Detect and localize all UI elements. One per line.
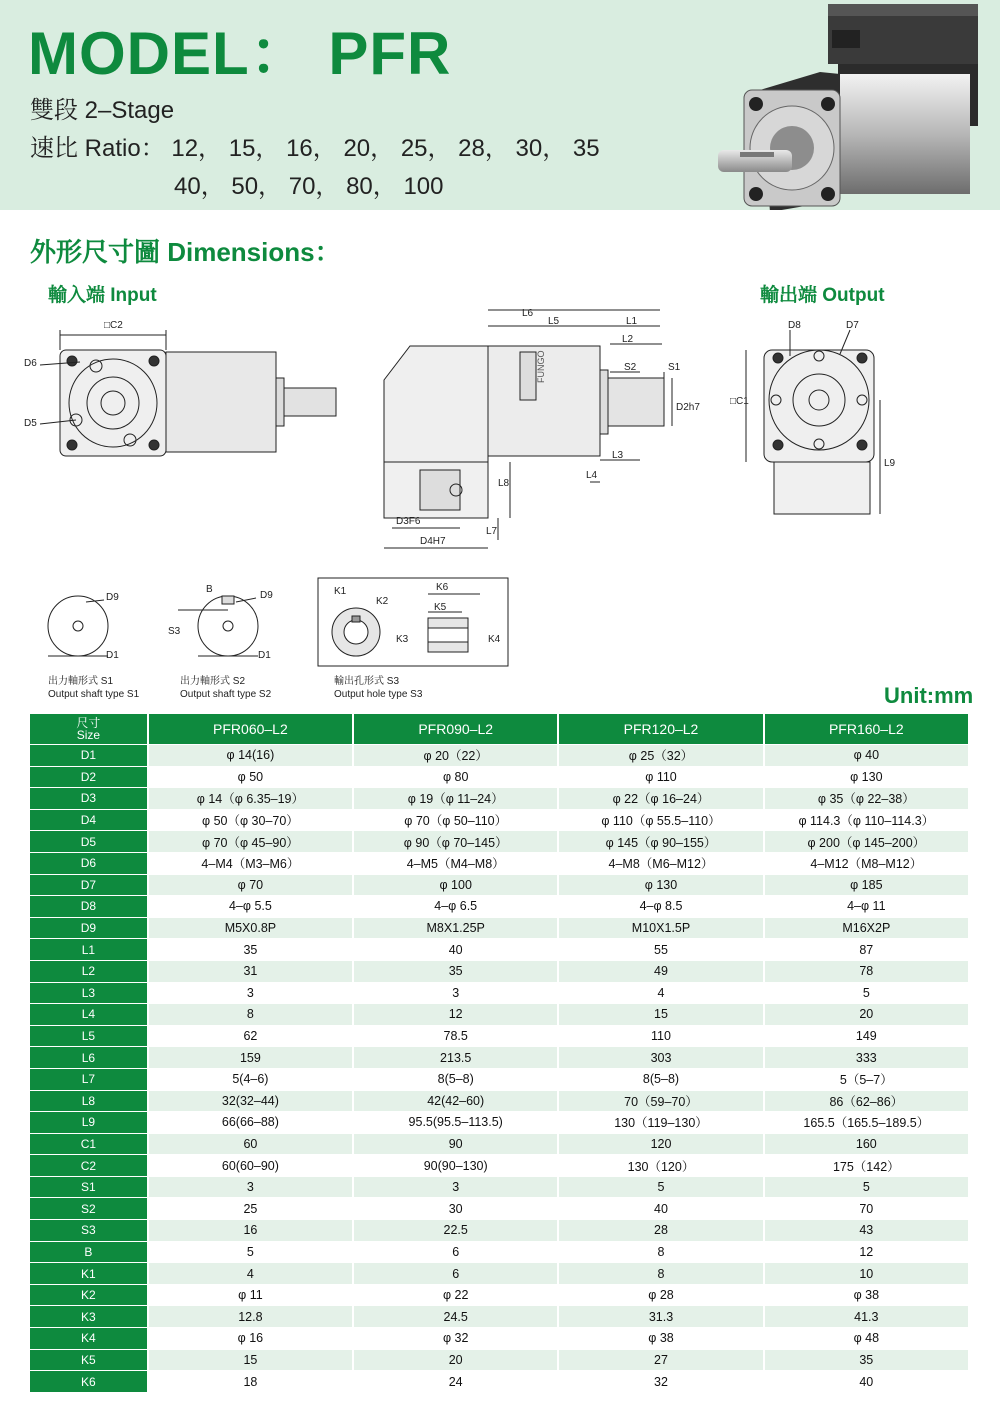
row-label: L1 (30, 939, 147, 960)
table-cell: φ 38 (765, 1285, 968, 1306)
table-row (30, 1263, 968, 1284)
table-cell: 86（62–86） (765, 1091, 968, 1112)
caption-s3-cn: 輸出孔形式 S3 (334, 676, 400, 687)
table-cell: M5X0.8P (149, 918, 352, 939)
label-s2: S2 (624, 362, 637, 373)
table-cell: 15 (149, 1350, 352, 1371)
row-label: K1 (30, 1263, 147, 1284)
table-cell: 78 (765, 961, 968, 982)
table-row (30, 875, 968, 896)
table-cell: φ 20（22） (354, 745, 557, 766)
label-c1: □C1 (730, 396, 749, 407)
label-b: B (206, 584, 213, 595)
label-s3: S3 (168, 626, 181, 637)
row-label: K4 (30, 1328, 147, 1349)
table-cell: φ 110 (559, 767, 762, 788)
table-cell: 25 (149, 1198, 352, 1219)
table-cell: 159 (149, 1047, 352, 1068)
table-cell: φ 70 (149, 875, 352, 896)
row-label: D4 (30, 810, 147, 831)
row-label: D5 (30, 831, 147, 852)
dimensions-title: 外形尺寸圖 Dimensions： (30, 237, 341, 267)
label-d4h7: D4H7 (420, 536, 446, 547)
row-label: D2 (30, 767, 147, 788)
table-cell: 35 (765, 1350, 968, 1371)
table-cell: 5 (559, 1177, 762, 1198)
row-label: K5 (30, 1350, 147, 1371)
label-s1: S1 (668, 362, 681, 373)
label-k3: K3 (396, 634, 409, 645)
table-cell: 66(66–88) (149, 1112, 352, 1133)
table-cell: 16 (149, 1220, 352, 1241)
table-row (30, 983, 968, 1004)
table-row (30, 1242, 968, 1263)
table-cell: 130（120） (559, 1155, 762, 1176)
table-row (30, 1004, 968, 1025)
model-header: PFR060–L2 (149, 714, 352, 744)
side-view-drawing (384, 308, 700, 548)
gearbox-product-photo (700, 0, 1000, 210)
table-cell: φ 185 (765, 875, 968, 896)
table-cell: 28 (559, 1220, 762, 1241)
table-header-row (30, 714, 968, 744)
label-k5: K5 (434, 602, 447, 613)
table-cell: 12 (354, 1004, 557, 1025)
table-cell: 22.5 (354, 1220, 557, 1241)
table-cell: 8 (149, 1004, 352, 1025)
row-label: K6 (30, 1371, 147, 1392)
table-cell: φ 50 (149, 767, 352, 788)
ratio-text: 速比 Ratio： 12， 15， 16， 20， 25， 28， 30， 35 (30, 135, 600, 162)
table-cell: M16X2P (765, 918, 968, 939)
table-cell: 78.5 (354, 1026, 557, 1047)
row-label: D3 (30, 788, 147, 809)
size-header-en: Size (76, 728, 101, 742)
label-l1: L1 (626, 316, 638, 327)
table-cell: φ 114.3（φ 110–114.3） (765, 810, 968, 831)
table-cell: 120 (559, 1134, 762, 1155)
table-cell: 60 (149, 1134, 352, 1155)
table-cell: 12 (765, 1242, 968, 1263)
label-d9-s1: D9 (106, 592, 119, 603)
table-cell: φ 80 (354, 767, 557, 788)
table-cell: φ 200（φ 145–200） (765, 831, 968, 852)
table-cell: 3 (354, 1177, 557, 1198)
table-cell: φ 50（φ 30–70） (149, 810, 352, 831)
caption-s2-cn: 出力軸形式 S2 (180, 676, 246, 687)
caption-s2-en: Output shaft type S2 (180, 689, 272, 700)
table-cell: φ 48 (765, 1328, 968, 1349)
table-cell: φ 110（φ 55.5–110） (559, 810, 762, 831)
row-label: K2 (30, 1285, 147, 1306)
stage-text: 雙段 2–Stage (30, 97, 175, 124)
table-cell: φ 35（φ 22–38） (765, 788, 968, 809)
row-label: L5 (30, 1026, 147, 1047)
row-label: D6 (30, 853, 147, 874)
shaft-type-s2-drawing (168, 584, 273, 661)
table-row (30, 1220, 968, 1241)
table-cell: 24 (354, 1371, 557, 1392)
table-cell: 95.5(95.5–113.5) (354, 1112, 557, 1133)
table-cell: M10X1.5P (559, 918, 762, 939)
row-label: L8 (30, 1091, 147, 1112)
table-row (30, 853, 968, 874)
table-cell: 5 (765, 983, 968, 1004)
table-row (30, 1069, 968, 1090)
table-cell: 175（142） (765, 1155, 968, 1176)
table-cell: 55 (559, 939, 762, 960)
table-row (30, 788, 968, 809)
table-row (30, 831, 968, 852)
table-cell: φ 22（φ 16–24） (559, 788, 762, 809)
table-cell: 5（5–7） (765, 1069, 968, 1090)
label-d5: D5 (24, 418, 37, 429)
row-label: L4 (30, 1004, 147, 1025)
size-header (30, 714, 147, 744)
label-k6: K6 (436, 582, 449, 593)
table-cell: 35 (354, 961, 557, 982)
output-side-label: 輸出端 Output (760, 285, 885, 306)
row-label: D1 (30, 745, 147, 766)
table-cell: φ 25（32） (559, 745, 762, 766)
dimension-drawings (0, 300, 1000, 720)
table-cell: 70 (765, 1198, 968, 1219)
table-row (30, 1026, 968, 1047)
table-cell: 4 (559, 983, 762, 1004)
table-row (30, 1091, 968, 1112)
table-cell: 62 (149, 1026, 352, 1047)
table-row (30, 767, 968, 788)
table-cell: 4–M5（M4–M8） (354, 853, 557, 874)
label-l4: L4 (586, 470, 598, 481)
model-title: MODEL： PFR (28, 20, 452, 87)
table-cell: 4–M8（M6–M12） (559, 853, 762, 874)
row-label: L2 (30, 961, 147, 982)
table-cell: φ 28 (559, 1285, 762, 1306)
table-cell: φ 14(16) (149, 745, 352, 766)
table-cell: 32 (559, 1371, 762, 1392)
label-l2: L2 (622, 334, 634, 345)
table-cell: 110 (559, 1026, 762, 1047)
table-cell: 3 (354, 983, 557, 1004)
label-l5: L5 (548, 316, 560, 327)
table-cell: 4–φ 6.5 (354, 896, 557, 917)
table-cell: φ 40 (765, 745, 968, 766)
nameplate-text: FUNGO (536, 350, 546, 383)
row-label: L6 (30, 1047, 147, 1068)
label-l6: L6 (522, 308, 534, 319)
table-cell: 43 (765, 1220, 968, 1241)
label-d9-s2: D9 (260, 590, 273, 601)
table-cell: 40 (559, 1198, 762, 1219)
label-l9: L9 (884, 458, 896, 469)
input-side-label: 輸入端 Input (48, 285, 157, 306)
output-end-drawing (730, 320, 896, 514)
row-label: D8 (30, 896, 147, 917)
table-row (30, 1350, 968, 1371)
label-l3: L3 (612, 450, 624, 461)
table-cell: 40 (765, 1371, 968, 1392)
table-cell: 42(42–60) (354, 1091, 557, 1112)
table-cell: 90 (354, 1134, 557, 1155)
label-d6: D6 (24, 358, 37, 369)
table-cell: 30 (354, 1198, 557, 1219)
table-cell: 4–M12（M8–M12） (765, 853, 968, 874)
table-row (30, 745, 968, 766)
table-cell: φ 145（φ 90–155） (559, 831, 762, 852)
table-cell: 4–M4（M3–M6） (149, 853, 352, 874)
row-label: K3 (30, 1306, 147, 1327)
row-label: L7 (30, 1069, 147, 1090)
label-d7: D7 (846, 320, 859, 331)
hole-type-s3-drawing (318, 578, 508, 666)
table-cell: 32(32–44) (149, 1091, 352, 1112)
table-cell: 8 (559, 1263, 762, 1284)
table-cell: φ 130 (765, 767, 968, 788)
row-label: C1 (30, 1134, 147, 1155)
row-label: C2 (30, 1155, 147, 1176)
table-cell: 24.5 (354, 1306, 557, 1327)
table-row (30, 939, 968, 960)
table-cell: φ 11 (149, 1285, 352, 1306)
row-label: L9 (30, 1112, 147, 1133)
table-cell: 27 (559, 1350, 762, 1371)
input-end-drawing (24, 320, 336, 456)
label-k2: K2 (376, 596, 389, 607)
table-cell: 8(5–8) (354, 1069, 557, 1090)
caption-s1-cn: 出力軸形式 S1 (48, 676, 114, 687)
table-cell: 4 (149, 1263, 352, 1284)
model-header: PFR160–L2 (765, 714, 968, 744)
table-cell: 10 (765, 1263, 968, 1284)
table-cell: φ 14（φ 6.35–19） (149, 788, 352, 809)
table-cell: 6 (354, 1263, 557, 1284)
table-cell: 4–φ 11 (765, 896, 968, 917)
table-cell: 160 (765, 1134, 968, 1155)
size-header-cn: 尺寸 (76, 716, 101, 730)
table-cell: φ 70（φ 45–90） (149, 831, 352, 852)
table-cell: 303 (559, 1047, 762, 1068)
table-cell: φ 70（φ 50–110） (354, 810, 557, 831)
table-cell: 8(5–8) (559, 1069, 762, 1090)
table-row (30, 1198, 968, 1219)
label-d3f6: D3F6 (396, 516, 421, 527)
table-cell: 5(4–6) (149, 1069, 352, 1090)
table-cell: 15 (559, 1004, 762, 1025)
label-l8: L8 (498, 478, 510, 489)
label-d1-s1: D1 (106, 650, 119, 661)
caption-s1-en: Output shaft type S1 (48, 689, 140, 700)
row-label: S3 (30, 1220, 147, 1241)
table-cell: M8X1.25P (354, 918, 557, 939)
caption-s3-en: Output hole type S3 (334, 689, 423, 700)
label-l7: L7 (486, 526, 498, 537)
table-cell: φ 19（φ 11–24） (354, 788, 557, 809)
table-row (30, 810, 968, 831)
table-cell: 70（59–70） (559, 1091, 762, 1112)
specification-table (28, 713, 970, 1393)
table-cell: φ 22 (354, 1285, 557, 1306)
table-cell: 3 (149, 1177, 352, 1198)
table-cell: 130（119–130） (559, 1112, 762, 1133)
label-k1: K1 (334, 586, 347, 597)
table-cell: 49 (559, 961, 762, 982)
table-cell: 213.5 (354, 1047, 557, 1068)
unit-label: Unit:mm (884, 683, 974, 708)
shaft-type-s1-drawing (48, 592, 119, 661)
table-cell: 18 (149, 1371, 352, 1392)
table-row (30, 1112, 968, 1133)
table-cell: 35 (149, 939, 352, 960)
table-cell: φ 16 (149, 1328, 352, 1349)
table-cell: 6 (354, 1242, 557, 1263)
row-label: S1 (30, 1177, 147, 1198)
row-label: D9 (30, 918, 147, 939)
table-cell: 4–φ 8.5 (559, 896, 762, 917)
table-row (30, 1134, 968, 1155)
table-cell: 333 (765, 1047, 968, 1068)
label-c2: □C2 (104, 320, 123, 331)
table-row (30, 1328, 968, 1349)
row-label: L3 (30, 983, 147, 1004)
table-cell: 20 (354, 1350, 557, 1371)
table-cell: 149 (765, 1026, 968, 1047)
ratio-text-continued: 40， 50， 70， 80， 100 (174, 173, 444, 200)
table-cell: φ 32 (354, 1328, 557, 1349)
table-row (30, 918, 968, 939)
table-cell: 8 (559, 1242, 762, 1263)
table-cell: 20 (765, 1004, 968, 1025)
table-row (30, 1177, 968, 1198)
table-row (30, 1306, 968, 1327)
table-cell: 90(90–130) (354, 1155, 557, 1176)
table-cell: 4–φ 5.5 (149, 896, 352, 917)
model-header: PFR120–L2 (559, 714, 762, 744)
table-cell: 31 (149, 961, 352, 982)
row-label: S2 (30, 1198, 147, 1219)
model-header: PFR090–L2 (354, 714, 557, 744)
label-d1-s2: D1 (258, 650, 271, 661)
table-row (30, 1047, 968, 1068)
table-cell: 40 (354, 939, 557, 960)
table-cell: φ 130 (559, 875, 762, 896)
table-row (30, 1155, 968, 1176)
label-k4: K4 (488, 634, 501, 645)
table-cell: 12.8 (149, 1306, 352, 1327)
row-label: B (30, 1242, 147, 1263)
table-cell: 31.3 (559, 1306, 762, 1327)
row-label: D7 (30, 875, 147, 896)
table-cell: 87 (765, 939, 968, 960)
table-row (30, 1285, 968, 1306)
table-cell: 5 (149, 1242, 352, 1263)
label-d8: D8 (788, 320, 801, 331)
table-cell: 60(60–90) (149, 1155, 352, 1176)
table-row (30, 896, 968, 917)
table-cell: 165.5（165.5–189.5） (765, 1112, 968, 1133)
table-row (30, 961, 968, 982)
table-cell: 5 (765, 1177, 968, 1198)
table-cell: 3 (149, 983, 352, 1004)
table-cell: φ 100 (354, 875, 557, 896)
table-cell: φ 90（φ 70–145） (354, 831, 557, 852)
table-cell: φ 38 (559, 1328, 762, 1349)
table-row (30, 1371, 968, 1392)
table-cell: 41.3 (765, 1306, 968, 1327)
label-d2h7: D2h7 (676, 402, 700, 413)
